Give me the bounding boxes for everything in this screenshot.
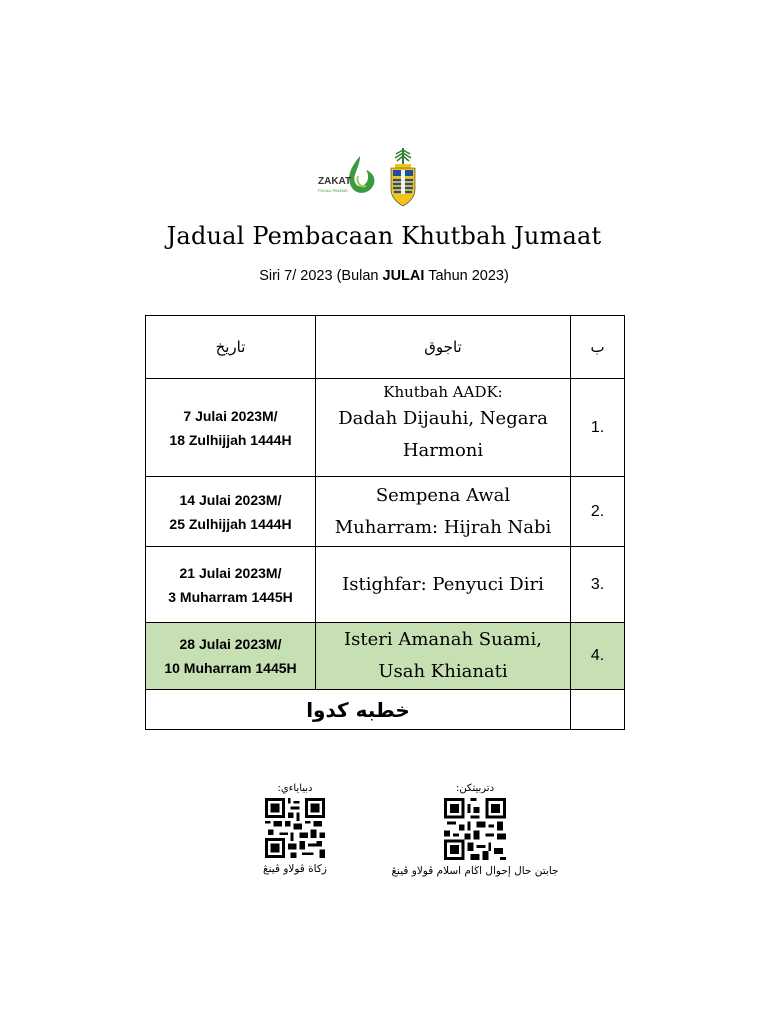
row-number: 1. <box>571 379 625 477</box>
date-gregorian: 14 Julai 2023M/ <box>179 491 282 508</box>
footer-text: خطبه كدوا <box>146 690 571 730</box>
topic-title: Istighfar: Penyuci Diri <box>342 573 544 595</box>
qr-block-publisher <box>380 782 570 878</box>
date-gregorian: 21 Julai 2023M/ <box>179 564 282 581</box>
date-cell <box>146 547 316 623</box>
khutbah-schedule-table <box>145 315 625 730</box>
topic-cell <box>316 623 571 690</box>
page-title: Jadual Pembacaan Khutbah Jumaat <box>166 222 602 250</box>
date-gregorian: 28 Julai 2023M/ <box>179 636 282 652</box>
topic-title: Sempena Awal Muharram: Hijrah Nabi <box>334 484 552 538</box>
topic-cell <box>316 379 571 477</box>
date-cell <box>146 477 316 547</box>
row-number: 4. <box>571 623 625 690</box>
penang-crest-icon <box>388 144 418 208</box>
date-cell <box>146 623 316 690</box>
date-cell <box>146 379 316 477</box>
topic-title: Isteri Amanah Suami, Usah Khianati <box>344 629 542 682</box>
date-gregorian: 7 Julai 2023M/ <box>183 407 278 424</box>
zakat-logo-icon <box>316 154 378 200</box>
subtitle-prefix: Siri 7/ 2023 (Bulan <box>259 268 383 284</box>
table-row <box>146 477 625 547</box>
date-hijri: 3 Muharram 1445H <box>168 588 293 605</box>
footer-empty-cell <box>571 690 625 730</box>
subtitle-month: JULAI <box>382 268 425 284</box>
row-number: 3. <box>571 547 625 623</box>
header-date: تاريخ <box>146 316 316 379</box>
date-hijri: 18 Zulhijjah 1444H <box>169 431 292 448</box>
topic-title: Dadah Dijauhi, Negara Harmoni <box>338 408 548 461</box>
qr-code-icon[interactable] <box>263 798 327 858</box>
zakat-logo-text: ZAKAT <box>318 176 352 187</box>
date-hijri: 25 Zulhijjah 1444H <box>169 515 292 532</box>
qr-label: دبياياءي: <box>277 783 313 794</box>
table-row <box>146 547 625 623</box>
table-row-highlighted <box>146 623 625 690</box>
row-number: 2. <box>571 477 625 547</box>
page-subtitle <box>0 268 768 284</box>
logos <box>310 140 440 210</box>
topic-prefix: Khutbah AADK: <box>383 383 503 401</box>
header-topic: تاجوق <box>316 316 571 379</box>
zakat-logo-subtext: PULAU PINANG <box>318 188 348 193</box>
date-hijri: 10 Muharram 1445H <box>164 660 297 676</box>
qr-caption: زكاة ڤولاو ڤينڠ <box>263 863 327 875</box>
qr-label: دتربيتكن: <box>455 783 495 794</box>
topic-cell <box>316 547 571 623</box>
subtitle-suffix: Tahun 2023) <box>424 268 509 284</box>
qr-code-icon[interactable] <box>443 798 507 860</box>
qr-caption: جابتن حال إحوال اڬام اسلام ڤولاو ڤينڠ <box>391 865 559 877</box>
table-row <box>146 379 625 477</box>
table-footer-row <box>146 690 625 730</box>
qr-block-sponsor <box>235 782 355 876</box>
topic-cell <box>316 477 571 547</box>
header-number: ب <box>571 316 625 379</box>
table-header-row <box>146 316 625 379</box>
